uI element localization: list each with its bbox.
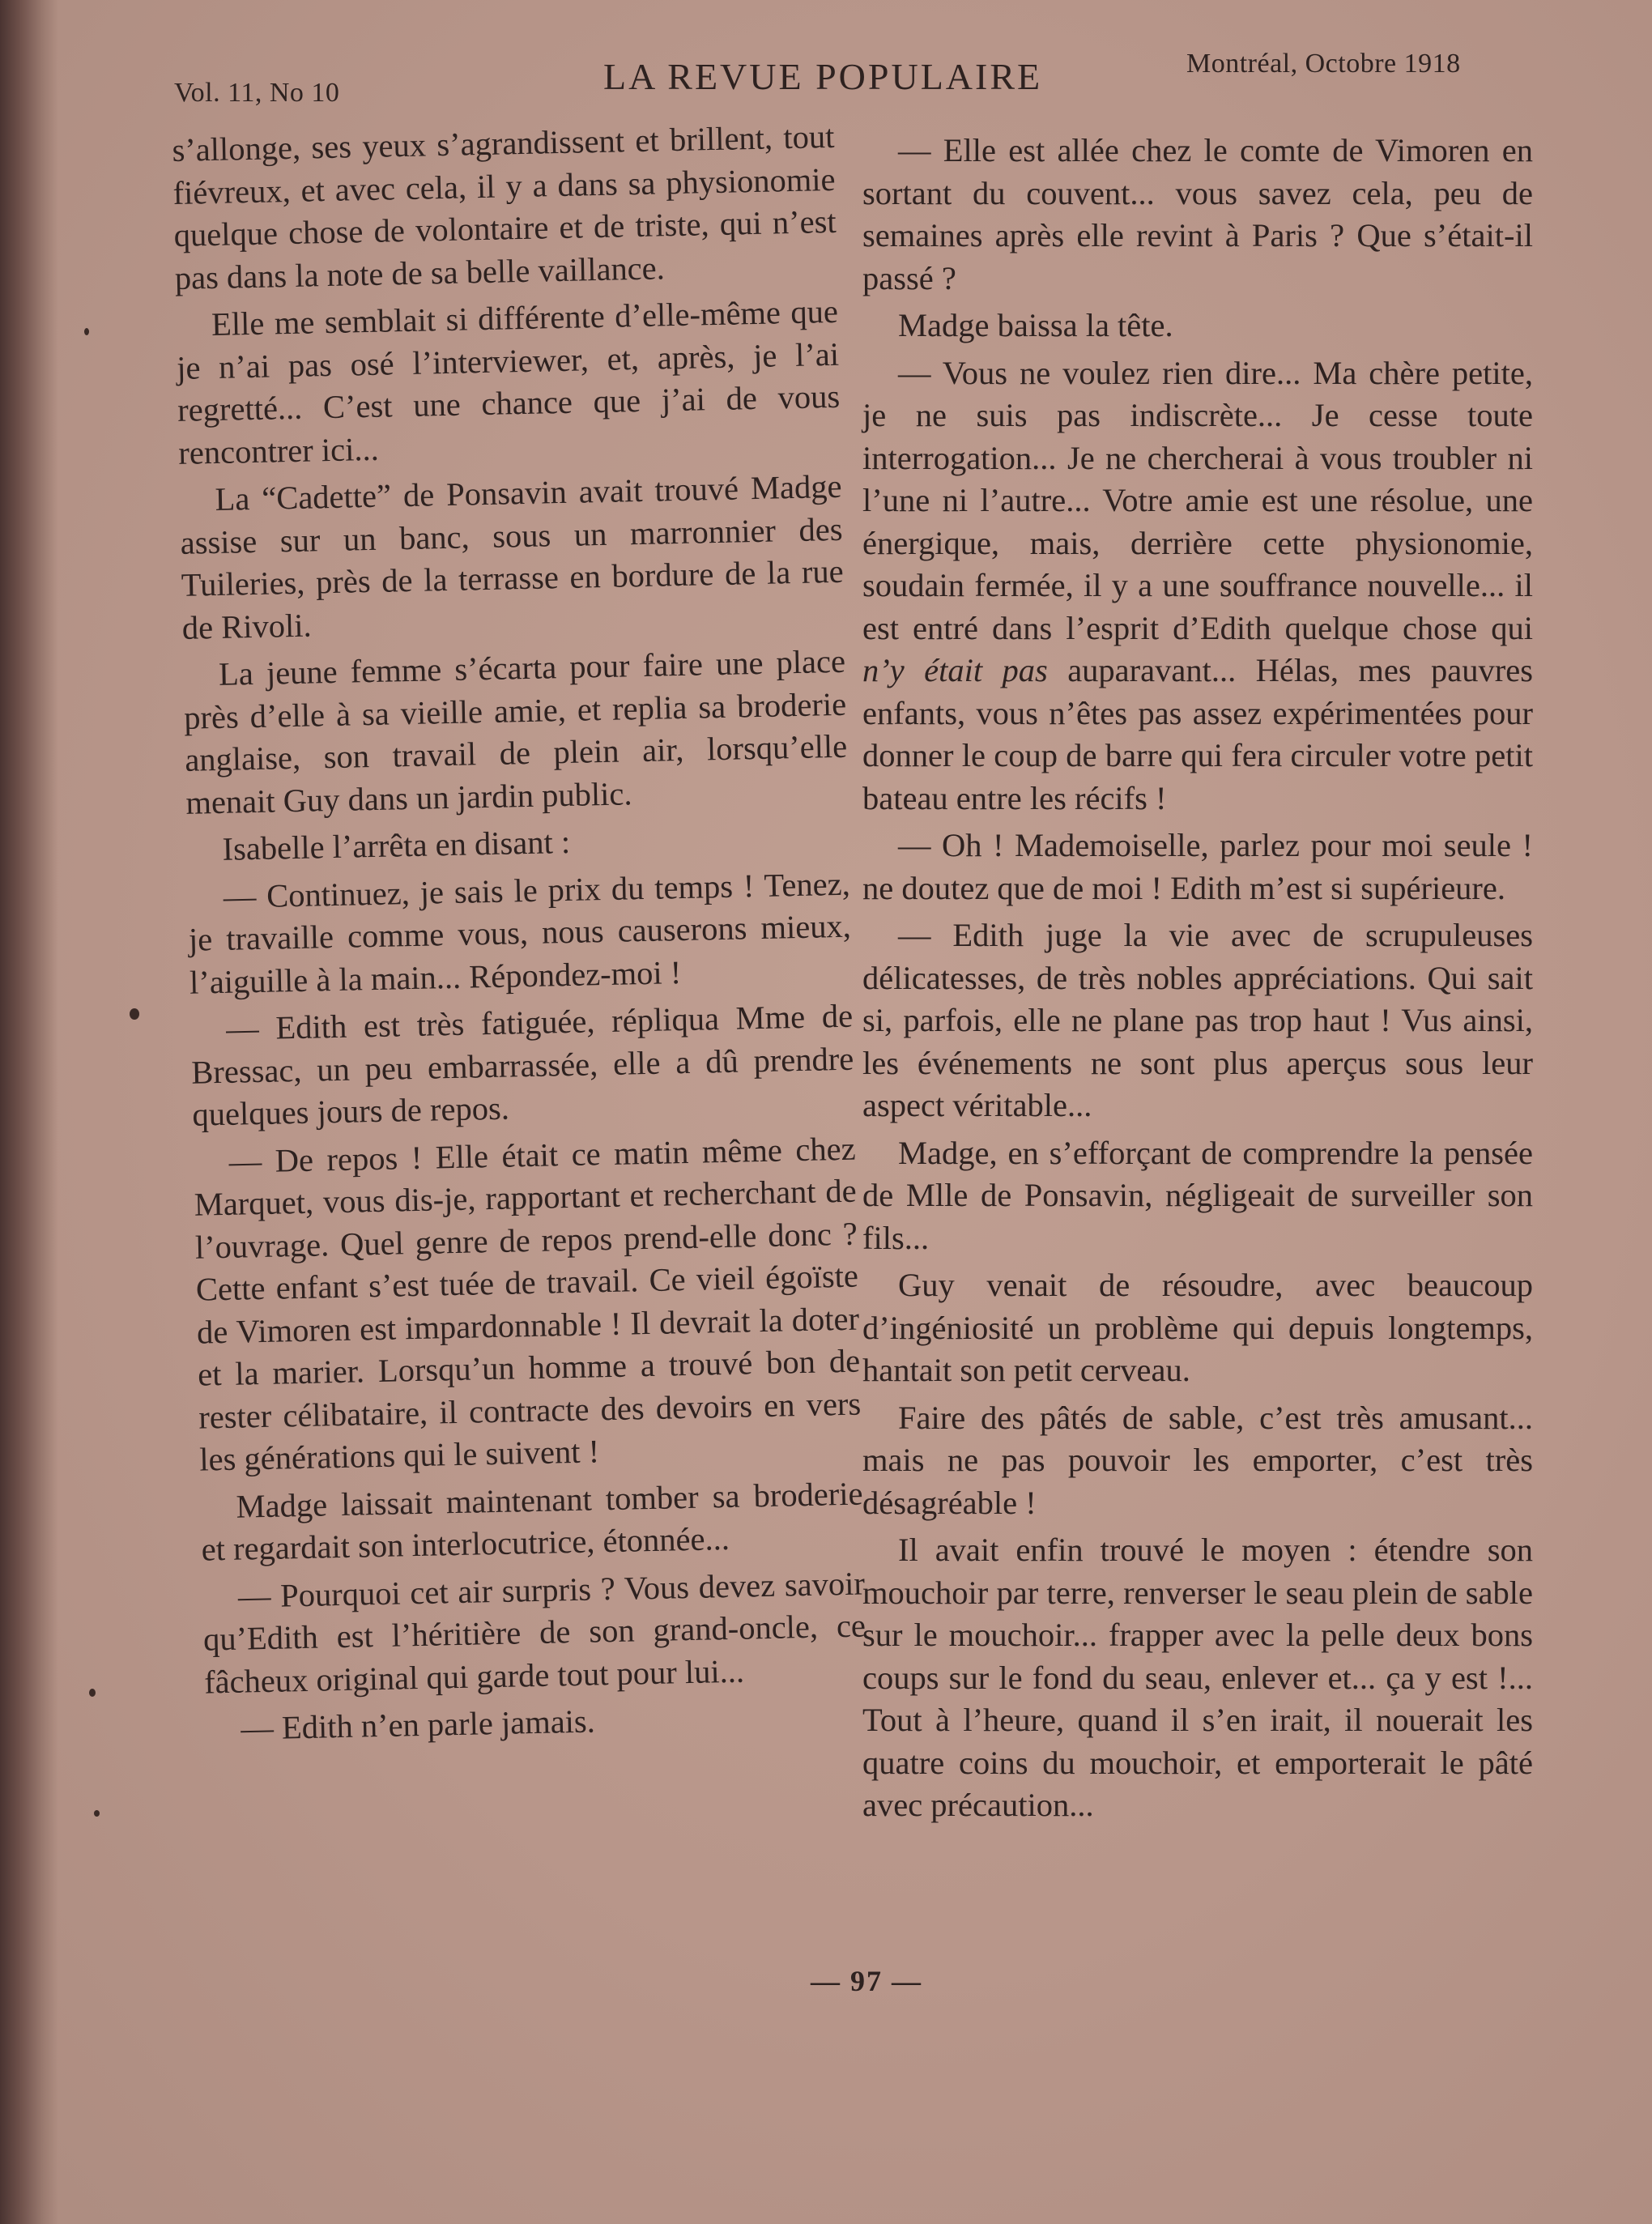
magazine-title: LA REVUE POPULAIRE: [603, 56, 1043, 97]
paragraph: — De repos ! Elle était ce matin même chez Marquet, vous dis-je, rapportant et recherchant de l’ouvrage. Quel genre de repos prend-elle donc ? Cette enfant s’est tuée de travail. Ce vieil égoïste de Vimoren est impardonnable ! Il devrait la doter et la marier. Lorsqu’un homme a trouvé bon de rester célibataire, il contracte des devoirs en vers les générations qui le suivent !: [194, 1130, 862, 1478]
paragraph: La jeune femme s’écarta pour faire une place près d’elle à sa vieille amie, et replia sa broderie anglaise, son travail de plein air, lorsqu’elle menait Guy dans un jardin public.: [183, 642, 848, 821]
place-date: Montréal, Octobre 1918: [1186, 49, 1461, 79]
text-run: — Vous ne voulez rien dire... Ma chère petite, je ne suis pas indiscrète... Je cesse toute interrogation... Je ne chercherai à vous troubler ni l’une ni l’autre... Votre amie est une résolue, une énergique, mais, derrière cette physionomie, soudain fermée, il y a une souffrance nouvelle... il est entré dans l’esprit d’Edith quelque chose qui: [862, 354, 1533, 646]
ink-speck: [130, 1008, 139, 1020]
paragraph: s’allonge, ses yeux s’agrandissent et brillent, tout fiévreux, et avec cela, il y a dans sa physionomie quelque chose de volontaire et de triste, qui n’est pas dans la note de sa belle vaillance.: [172, 117, 837, 296]
italic-phrase: n’y était pas: [862, 652, 1048, 688]
paragraph: Guy venait de résoudre, avec beaucoup d’ingéniosité un problème qui depuis longtemps, hantait son petit cerveau.: [862, 1267, 1533, 1388]
text-run: auparavant... Hélas, mes pauvres enfants, vous n’êtes pas assez expérimentées pour donner le coup de barre qui fera circuler votre petit bateau entre les récifs !: [862, 652, 1533, 816]
paragraph: Il avait enfin trouvé le moyen : étendre son mouchoir par terre, renverser le seau plein de sable sur le mouchoir... frapper avec la pelle deux bons coups sur le fond du seau, enlever et... ça y est !... Tout à l’heure, quand il s’en irait, il nouerait les quatre coins du mouchoir, et emporterait le pâté avec précaution...: [862, 1532, 1533, 1823]
paragraph: Madge laissait maintenant tomber sa broderie et regardait son interlocutrice, étonnée...: [201, 1475, 863, 1568]
page-number: — 97 —: [811, 1965, 922, 1997]
ink-speck: [89, 1689, 96, 1697]
binding-shadow: [0, 0, 58, 2224]
paragraph: — Continuez, je sais le prix du temps ! Tenez, je travaille comme vous, nous causerons mieux, l’aiguille à la main... Répondez-moi !: [188, 865, 852, 1001]
right-column: [862, 130, 1533, 1832]
paragraph: — Edith juge la vie avec de scrupuleuses délicatesses, de très nobles appréciations. Qui sait si, parfois, elle ne plane pas trop haut ! Vus ainsi, les événements ne sont plus aperçus sous leur aspect véritable...: [862, 917, 1533, 1123]
paragraph: — Elle est allée chez le comte de Vimoren en sortant du couvent... vous savez cela, peu de semaines après elle revint à Paris ? Que s’était-il passé ?: [862, 132, 1533, 296]
left-column: [172, 116, 868, 1756]
paragraph: Madge baissa la tête.: [898, 307, 1173, 343]
paragraph: — Pourquoi cet air surpris ? Vous devez savoir qu’Edith est l’héritière de son grand-oncle, ce fâcheux original qui garde tout pour lui...: [202, 1564, 866, 1701]
paragraph: [862, 352, 1533, 820]
paragraph: — Edith n’en parle jamais.: [240, 1702, 596, 1747]
ink-speck: [84, 328, 89, 335]
ink-speck: [94, 1810, 100, 1817]
volume-number: Vol. 11, No 10: [174, 78, 340, 108]
paragraph: — Oh ! Mademoiselle, parlez pour moi seule ! ne doutez que de moi ! Edith m’est si supérieure.: [862, 827, 1533, 906]
page-header: [0, 49, 1652, 113]
paragraph: Faire des pâtés de sable, c’est très amusant... mais ne pas pouvoir les emporter, c’est très désagréable !: [862, 1399, 1533, 1521]
paragraph: Isabelle l’arrêta en disant :: [222, 823, 571, 867]
paragraph: — Edith est très fatiguée, répliqua Mme de Bressac, un peu embarrassée, elle a dû prendre quelques jours de repos.: [190, 997, 854, 1133]
paragraph: Elle me semblait si différente d’elle-même que je n’ai pas osé l’interviewer, et, après, je l’ai regretté... C’est une chance que j’ai de vous rencontrer ici...: [176, 292, 841, 471]
paragraph: La “Cadette” de Ponsavin avait trouvé Madge assise sur un banc, sous un marronnier des Tuileries, près de la terrasse en bordure de la rue de Rivoli.: [180, 467, 845, 646]
paragraph: Madge, en s’efforçant de comprendre la pensée de Mlle de Ponsavin, négligeait de surveiller son fils...: [862, 1134, 1533, 1256]
